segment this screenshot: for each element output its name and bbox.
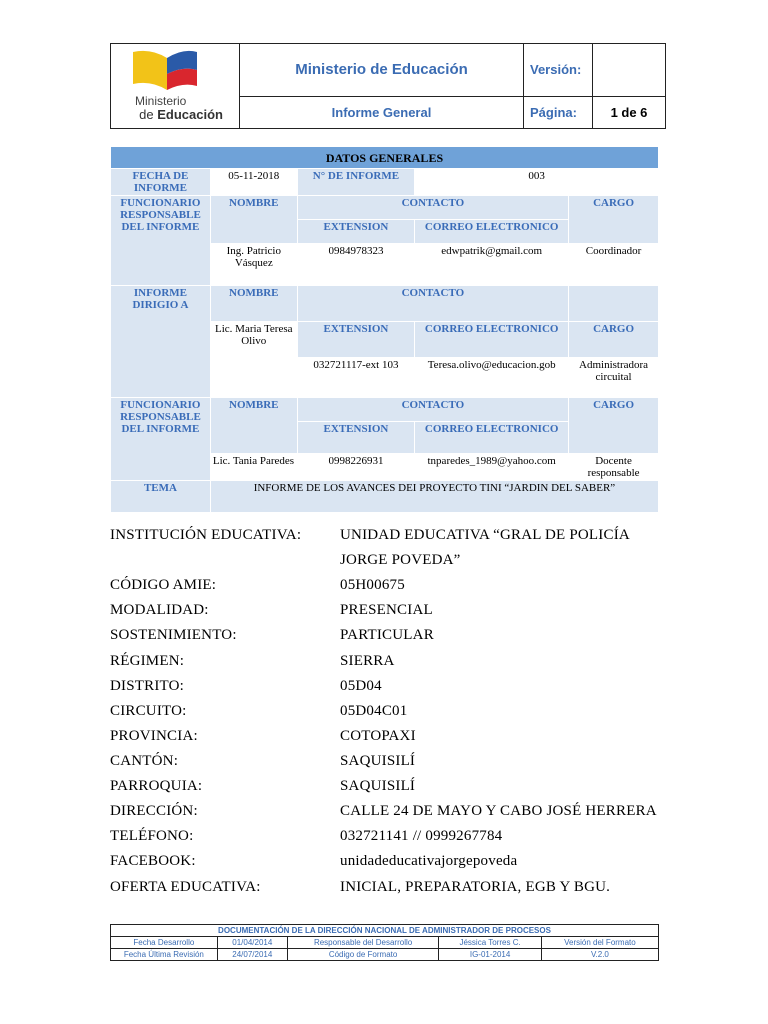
dir-correo: Teresa.olivo@educacion.gob (415, 358, 569, 398)
info-value: CALLE 24 DE MAYO Y CABO JOSÉ HERRERA (340, 803, 657, 819)
info-label: SOSTENIMIENTO: (110, 627, 237, 643)
resp1-cargo: Coordinador (569, 244, 659, 286)
footer-cell: IG-01-2014 (439, 949, 542, 961)
info-value: unidadeducativajorgepoveda (340, 853, 518, 869)
info-label: MODALIDAD: (110, 602, 209, 618)
footer-cell: Versión del Formato (541, 937, 658, 949)
version-label: Versión: (524, 44, 593, 97)
info-label: DIRECCIÓN: (110, 803, 198, 819)
resp2-extension-label: EXTENSION (297, 422, 415, 454)
fecha-value: 05-11-2018 (210, 169, 297, 196)
logo-line2: de Educación (139, 107, 223, 122)
info-label: INSTITUCIÓN EDUCATIVA: (110, 527, 302, 543)
footer-cell: 01/04/2014 (217, 937, 287, 949)
dir-empty-cell (569, 286, 659, 322)
document-footer (110, 924, 659, 961)
dir-contacto-label: CONTACTO (297, 286, 568, 322)
logo-cell (111, 44, 240, 129)
dir-correo-label: CORREO ELECTRONICO (415, 322, 569, 358)
info-label: CIRCUITO: (110, 703, 187, 719)
resp1-ext: 0984978323 (297, 244, 415, 286)
numero-value: 003 (415, 169, 659, 196)
resp1-cargo-label: CARGO (569, 196, 659, 244)
info-value: 05H00675 (340, 577, 405, 593)
info-value: 05D04C01 (340, 703, 408, 719)
resp1-contacto-label: CONTACTO (297, 196, 568, 220)
numero-label: N° DE INFORME (297, 169, 415, 196)
tema-label: TEMA (111, 481, 211, 513)
info-label: PARROQUIA: (110, 778, 203, 794)
resp2-nombre-label: NOMBRE (210, 398, 297, 454)
ministerio-logo (111, 44, 239, 128)
resp2-cargo-label: CARGO (569, 398, 659, 454)
info-value: SAQUISILÍ (340, 778, 416, 794)
dir-nombre: Lic. Maria Teresa Olivo (210, 322, 297, 398)
dirigido-label: INFORME DIRIGIO A (111, 286, 211, 398)
doc-title: Informe General (240, 96, 524, 128)
info-value: 032721141 // 0999267784 (340, 828, 503, 844)
resp2-correo-label: CORREO ELECTRONICO (415, 422, 569, 454)
resp1-correo-label: CORREO ELECTRONICO (415, 220, 569, 244)
resp1-nombre: Ing. Patricio Vásquez (210, 244, 297, 286)
resp2-contacto-label: CONTACTO (297, 398, 568, 422)
org-title: Ministerio de Educación (240, 44, 524, 97)
resp2-label: FUNCIONARIO RESPONSABLE DEL INFORME (111, 398, 211, 481)
footer-title: DOCUMENTACIÓN DE LA DIRECCIÓN NACIONAL DE ADMINISTRADOR DE PROCESOS (111, 925, 659, 937)
info-value: UNIDAD EDUCATIVA “GRAL DE POLICÍA (340, 527, 630, 543)
version-value (593, 44, 666, 97)
info-label: CÓDIGO AMIE: (110, 577, 217, 593)
resp1-correo: edwpatrik@gmail.com (415, 244, 569, 286)
info-label: OFERTA EDUCATIVA: (110, 879, 261, 895)
resp1-extension-label: EXTENSION (297, 220, 415, 244)
info-label: FACEBOOK: (110, 853, 196, 869)
resp2-correo: tnparedes_1989@yahoo.com (415, 454, 569, 481)
logo-line1: Ministerio (135, 94, 187, 108)
footer-cell: Jéssica Torres C. (439, 937, 542, 949)
info-value: 05D04 (340, 678, 382, 694)
dir-extension-label: EXTENSION (297, 322, 415, 358)
info-value: INICIAL, PREPARATORIA, EGB Y BGU. (340, 879, 611, 895)
flag-logo-icon (131, 46, 207, 94)
info-label: PROVINCIA: (110, 728, 198, 744)
resp1-label: FUNCIONARIO RESPONSABLE DEL INFORME (111, 196, 211, 286)
dir-cargo-label: CARGO (569, 322, 659, 358)
footer-cell: Código de Formato (287, 949, 439, 961)
info-value: PRESENCIAL (340, 602, 433, 618)
resp1-nombre-label: NOMBRE (210, 196, 297, 244)
fecha-label: FECHA DE INFORME (111, 169, 211, 196)
info-value: SIERRA (340, 653, 395, 669)
resp2-ext: 0998226931 (297, 454, 415, 481)
dir-cargo: Administradora circuital (569, 358, 659, 398)
footer-cell: V.2.0 (541, 949, 658, 961)
info-label: TELÉFONO: (110, 828, 194, 844)
resp2-cargo: Docente responsable (569, 454, 659, 481)
footer-cell: Responsable del Desarrollo (287, 937, 439, 949)
info-value: PARTICULAR (340, 627, 434, 643)
footer-cell: Fecha Última Revisión (111, 949, 218, 961)
resp2-nombre: Lic. Tania Paredes (210, 454, 297, 481)
info-value: JORGE POVEDA” (340, 552, 461, 568)
info-value: COTOPAXI (340, 728, 416, 744)
page-value: 1 de 6 (593, 96, 666, 128)
dir-ext: 032721117-ext 103 (297, 358, 415, 398)
page-label: Página: (524, 96, 593, 128)
info-label: CANTÓN: (110, 753, 179, 769)
dir-nombre-label: NOMBRE (210, 286, 297, 322)
info-value: SAQUISILÍ (340, 753, 416, 769)
footer-cell: 24/07/2014 (217, 949, 287, 961)
footer-cell: Fecha Desarrollo (111, 937, 218, 949)
datos-generales-table (110, 146, 659, 513)
info-label: RÉGIMEN: (110, 653, 185, 669)
document-header (110, 43, 666, 129)
datos-title: DATOS GENERALES (111, 147, 659, 169)
info-label: DISTRITO: (110, 678, 185, 694)
tema-value: INFORME DE LOS AVANCES DEI PROYECTO TINI “JARDIN DEL SABER” (210, 481, 658, 513)
